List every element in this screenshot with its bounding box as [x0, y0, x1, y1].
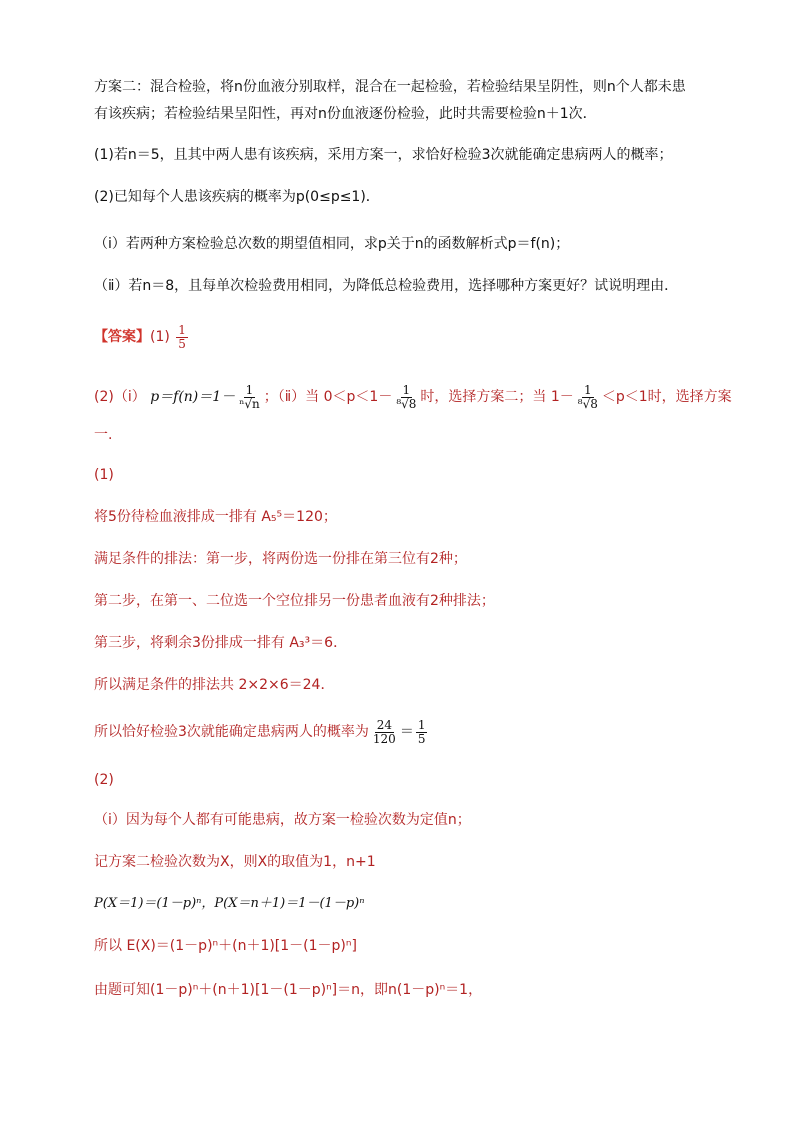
solution-2-line4: 所以 E(X)＝(1－p)ⁿ＋(n＋1)[1－(1－p)ⁿ] — [94, 938, 357, 954]
frac-denominator: 5 — [178, 336, 186, 351]
solution-1-fraction-a — [371, 719, 398, 746]
answer-label: 【答案】 — [94, 329, 150, 345]
question-1: (1)若n＝5，且其中两人患有该疾病，采用方案一，求恰好检验3次就能确定患病两人的概率； — [94, 147, 673, 163]
answer-part1-fraction — [176, 324, 188, 351]
solution-1-line6-text: 所以恰好检验3次就能确定患病两人的概率为 — [94, 724, 369, 740]
answer-part2-formula: p＝f(n)＝1－ — [150, 389, 236, 405]
question-2-ii: （ⅱ）若n＝8，且每单次检验费用相同，为降低总检验费用，选择哪种方案更好？试说明理由． — [94, 278, 679, 294]
solution-1-heading: (1) — [94, 467, 114, 483]
frac-numerator: 1 — [402, 382, 411, 397]
answer-line-1 — [94, 322, 190, 352]
answer-part2-fraction3 — [576, 384, 600, 411]
solution-1-line1: 将5份待检血液排成一排有 A₅⁵＝120； — [94, 509, 337, 525]
question-2-i: （ⅰ）若两种方案检验总次数的期望值相同，求p关于n的函数解析式p＝f(n)； — [94, 236, 570, 252]
question-2: (2)已知每个人患该疾病的概率为p(0≤p≤1)． — [94, 189, 380, 205]
answer-part2-tail: 一. — [94, 427, 113, 443]
equals-sign: ＝ — [399, 724, 414, 740]
answer-line-2 — [94, 380, 732, 414]
solution-1-fraction-b — [416, 719, 428, 746]
answer-part2-fraction2 — [394, 384, 418, 411]
solution-2-heading: (2) — [94, 772, 114, 788]
answer-part1-prefix: (1) — [150, 329, 170, 345]
solution-2-line2: 记方案二检验次数为X，则X的取值为1，n+1 — [94, 854, 376, 870]
answer-part2-prefix: (2)（ⅰ） — [94, 389, 146, 405]
answer-part2-mid: ；（ⅱ）当 0＜p＜1－ — [263, 389, 393, 405]
frac-numerator: 1 — [178, 322, 186, 337]
solution-1-line6 — [94, 716, 429, 748]
frac-denominator: ⁸√8 — [396, 396, 417, 411]
frac-denominator: ⁸√8 — [577, 396, 598, 411]
answer-part2-text1: 时，选择方案二；当 1－ — [420, 389, 574, 405]
solution-1-line3: 第二步，在第一、二位选一个空位排另一份患者血液有2种排法； — [94, 593, 495, 609]
scheme2-line1: 方案二：混合检验，将n份血液分别取样，混合在一起检验，若检验结果呈阴性，则n个人都未患 — [94, 79, 686, 95]
solution-2-line5: 由题可知(1－p)ⁿ＋(n＋1)[1－(1－p)ⁿ]＝n，即n(1－p)ⁿ＝1， — [94, 982, 483, 998]
frac-denominator: 120 — [372, 731, 396, 746]
solution-1-line5: 所以满足条件的排法共 2×2×6＝24． — [94, 677, 335, 693]
frac-numerator: 1 — [584, 382, 592, 397]
frac-numerator: 1 — [245, 382, 254, 397]
answer-part2-text2: ＜p＜1时，选择方案 — [601, 389, 732, 405]
solution-2-line3: P(X＝1)＝(1－p)ⁿ，P(X＝n＋1)＝1－(1－p)ⁿ — [94, 896, 365, 911]
solution-1-line2: 满足条件的排法：第一步，将两份选一份排在第三位有2种； — [94, 551, 467, 567]
frac-denominator: ⁿ√n — [239, 396, 260, 411]
frac-denominator: 5 — [417, 731, 426, 746]
answer-part2-fraction — [237, 384, 262, 411]
solution-2-line1: （ⅰ）因为每个人都有可能患病，故方案一检验次数为定值n； — [94, 812, 471, 828]
frac-numerator: 1 — [417, 717, 426, 732]
scheme2-line2: 有该疾病；若检验结果呈阳性，再对n份血液逐份检验，此时共需要检验n＋1次． — [94, 106, 597, 122]
solution-1-line4: 第三步，将剩余3份排成一排有 A₃³＝6． — [94, 635, 348, 651]
frac-numerator: 24 — [376, 717, 392, 732]
